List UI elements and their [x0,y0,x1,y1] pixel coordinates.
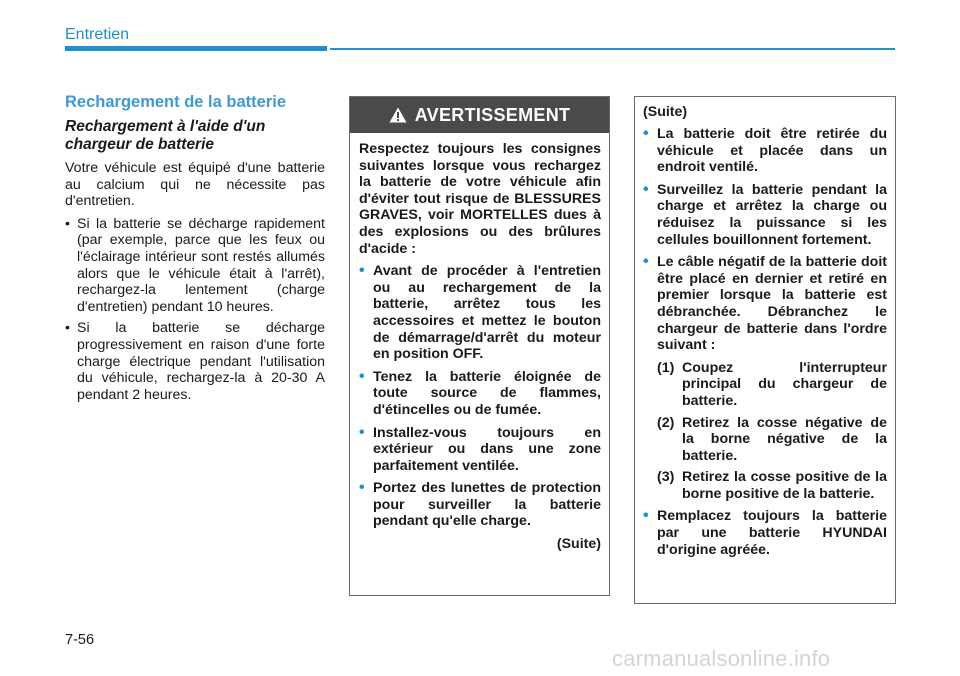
warning-intro: Respectez toujours les consignes suivantes lorsque vous rechargez la batterie de votre véhicule afin d'éviter tout risque de BLESSURES GRAVES, voir MORTELLES dues à des explosions ou des brûlures d'acide : [359,141,601,257]
warning-bullet: • Avant de procéder à l'entretien ou au rechargement de la batterie, arrêtez tous les accessoires et mettez le bouton de démarrage/d'arrêt du moteur en position OFF. [359,263,601,363]
warning-bullet: • Installez-vous toujours en extérieur ou dans une zone parfaitement ventilée. [359,425,601,475]
warning-suite-label: (Suite) [556,536,601,553]
warning-title: AVERTISSEMENT [414,104,571,125]
step-item [657,415,887,465]
step-text: Retirez la cosse négative de la borne négative de la batterie. [682,414,887,464]
step-number: (3) [657,469,675,486]
step-text: Retirez la cosse positive de la borne positive de la batterie. [682,469,887,502]
header-rule-thin [330,48,895,50]
left-column [65,93,325,408]
continuation-head: (Suite) [643,104,688,120]
section-title: Rechargement de la batterie [65,93,286,111]
disconnect-steps [643,360,887,503]
step-item [657,360,887,410]
warning-box [349,96,610,596]
left-bullet: • Si la batterie se décharge progressivement en raison d'une forte charge électrique pendant l'utilisation du véhicule, rechargez-la à 20-30 A pendant 2 heures. [65,320,325,403]
left-bullet: • Si la batterie se décharge rapidement (par exemple, parce que les feux ou l'éclairage intérieur sont restés allumés alors que le véhicule était à l'arrêt), rechargez-la lentement (charge d'entretien) pendant 10 heures. [65,216,325,316]
sub-title: Rechargement à l'aide d'un chargeur de batterie [65,118,266,153]
continuation-bullet: • Remplacez toujours la batterie par une batterie HYUNDAI d'origine agréée. [643,508,887,558]
chapter-title: Entretien [65,26,130,43]
step-number: (1) [657,359,675,376]
warning-bullet: • Portez des lunettes de protection pour surveiller la batterie pendant qu'elle charge. [359,480,601,530]
watermark-text: carmanualsonline.info [612,646,831,671]
continuation-bullet: • Le câble négatif de la batterie doit être placé en dernier et retiré en premier lorsque la batterie est débranchée. Débranchez le chargeur de batterie dans l'ordre suivant : [643,254,887,354]
step-item [657,469,887,502]
warning-body [350,133,609,552]
warning-triangle-icon [389,107,407,123]
warning-header [350,97,609,133]
warning-bullet-list [359,263,601,530]
header-rule-thick [65,46,327,51]
step-text: Coupez l'interrupteur principal du chargeur de batterie. [682,359,887,409]
intro-paragraph: Votre véhicule est équipé d'une batterie au calcium qui ne nécessite pas d'entretien. [65,160,325,210]
left-bullet-list [65,216,325,404]
warning-bullet: • Tenez la batterie éloignée de toute source de flammes, d'étincelles ou de fumée. [359,369,601,419]
continuation-box [634,96,896,604]
continuation-bullet: • La batterie doit être retirée du véhicule et placée dans un endroit ventilé. [643,126,887,176]
page-number: 7-56 [65,632,95,648]
continuation-last-list [643,508,887,558]
continuation-bullet: • Surveillez la batterie pendant la charge et arrêtez la charge ou réduisez la puissance si les cellules bouillonnent fortement. [643,182,887,248]
continuation-bullet-list [643,126,887,354]
step-number: (2) [657,414,675,431]
